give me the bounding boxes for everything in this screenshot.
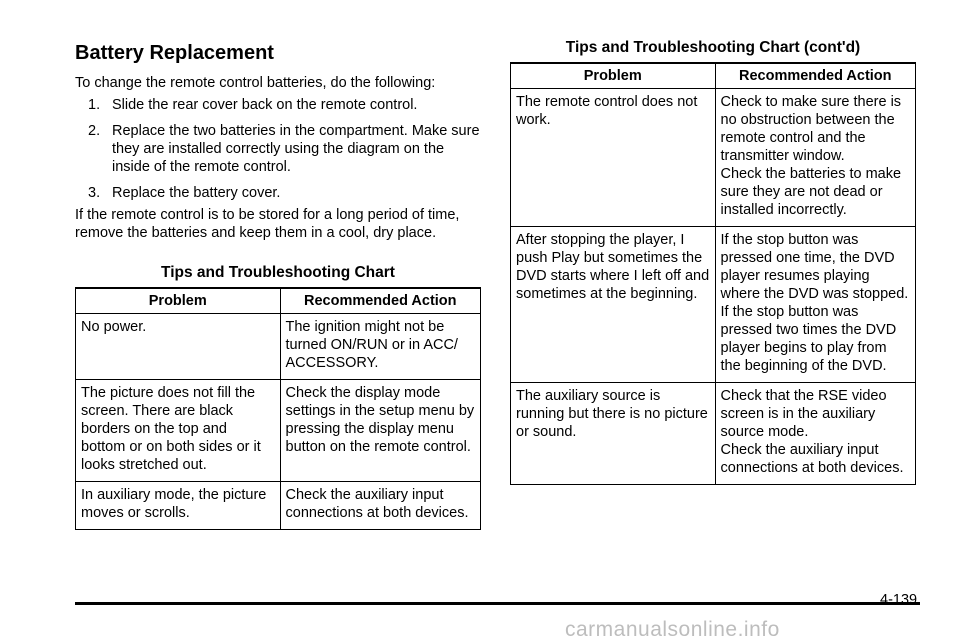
cell-action: If the stop button was pressed one time, the DVD player resumes playing where the DVD was stopped. If the stop button was pressed two times the DVD player begins to play from the beginning of the DVD. <box>715 227 915 383</box>
section-heading: Battery Replacement <box>75 42 274 64</box>
step-item <box>88 96 480 114</box>
cell-problem: After stopping the player, I push Play but sometimes the DVD starts where I left off and sometimes at the beginning. <box>511 227 716 383</box>
step-number: 3. <box>88 185 101 201</box>
table-header-row <box>511 63 916 89</box>
action-paragraph: Check that the RSE video screen is in the auxiliary source mode. <box>720 388 887 440</box>
steps-list <box>88 96 480 210</box>
column-header-problem: Problem <box>511 63 716 89</box>
table <box>510 62 916 485</box>
step-text: Replace the battery cover. <box>112 185 281 201</box>
cell-action: Check the auxiliary input connections at both devices. <box>280 482 480 530</box>
cell-problem: The picture does not fill the screen. There are black borders on the top and bottom or on both sides or it looks stretched out. <box>76 380 281 482</box>
table-row <box>511 383 916 485</box>
step-item <box>88 122 480 176</box>
cell-problem: No power. <box>76 314 281 380</box>
table-row <box>76 482 481 530</box>
column-header-action: Recommended Action <box>715 63 915 89</box>
step-number: 1. <box>88 97 101 113</box>
table-title: Tips and Troubleshooting Chart (cont'd) <box>565 39 861 56</box>
cell-action: Check the display mode settings in the setup menu by pressing the display menu button on the remote control. <box>280 380 480 482</box>
table-row <box>76 380 481 482</box>
cell-action <box>715 89 915 227</box>
table-row <box>511 227 916 383</box>
cell-problem: The remote control does not work. <box>511 89 716 227</box>
cell-action <box>715 383 915 485</box>
step-text: Replace the two batteries in the compartment. Make sure they are installed correctly using the diagram on the inside of the remote control. <box>112 123 480 175</box>
table-row <box>76 314 481 380</box>
cell-action: The ignition might not be turned ON/RUN or in ACC/ ACCESSORY. <box>280 314 480 380</box>
watermark: carmanualsonline.info <box>565 618 780 641</box>
step-item <box>88 184 480 202</box>
cell-problem: In auxiliary mode, the picture moves or scrolls. <box>76 482 281 530</box>
table <box>75 287 481 530</box>
table-row <box>511 89 916 227</box>
page-number: 4-139 <box>880 592 918 608</box>
action-paragraph: Check the batteries to make sure they are not dead or installed incorrectly. <box>720 166 902 218</box>
action-paragraph: Check to make sure there is no obstruction between the remote control and the transmitter window. <box>720 94 902 164</box>
footer-rule <box>75 602 920 605</box>
column-header-action: Recommended Action <box>280 288 480 314</box>
action-paragraph: Check the auxiliary input connections at both devices. <box>720 442 904 476</box>
troubleshooting-table-continued <box>510 39 916 485</box>
table-header-row <box>76 288 481 314</box>
step-text: Slide the rear cover back on the remote control. <box>112 97 418 113</box>
storage-text: If the remote control is to be stored for a long period of time, remove the batteries and keep them in a cool, dry place. <box>75 207 460 241</box>
column-header-problem: Problem <box>76 288 281 314</box>
cell-problem: The auxiliary source is running but there is no picture or sound. <box>511 383 716 485</box>
table-title: Tips and Troubleshooting Chart <box>161 264 395 281</box>
step-number: 2. <box>88 123 101 139</box>
troubleshooting-table <box>75 264 481 530</box>
intro-text: To change the remote control batteries, do the following: <box>75 75 436 91</box>
